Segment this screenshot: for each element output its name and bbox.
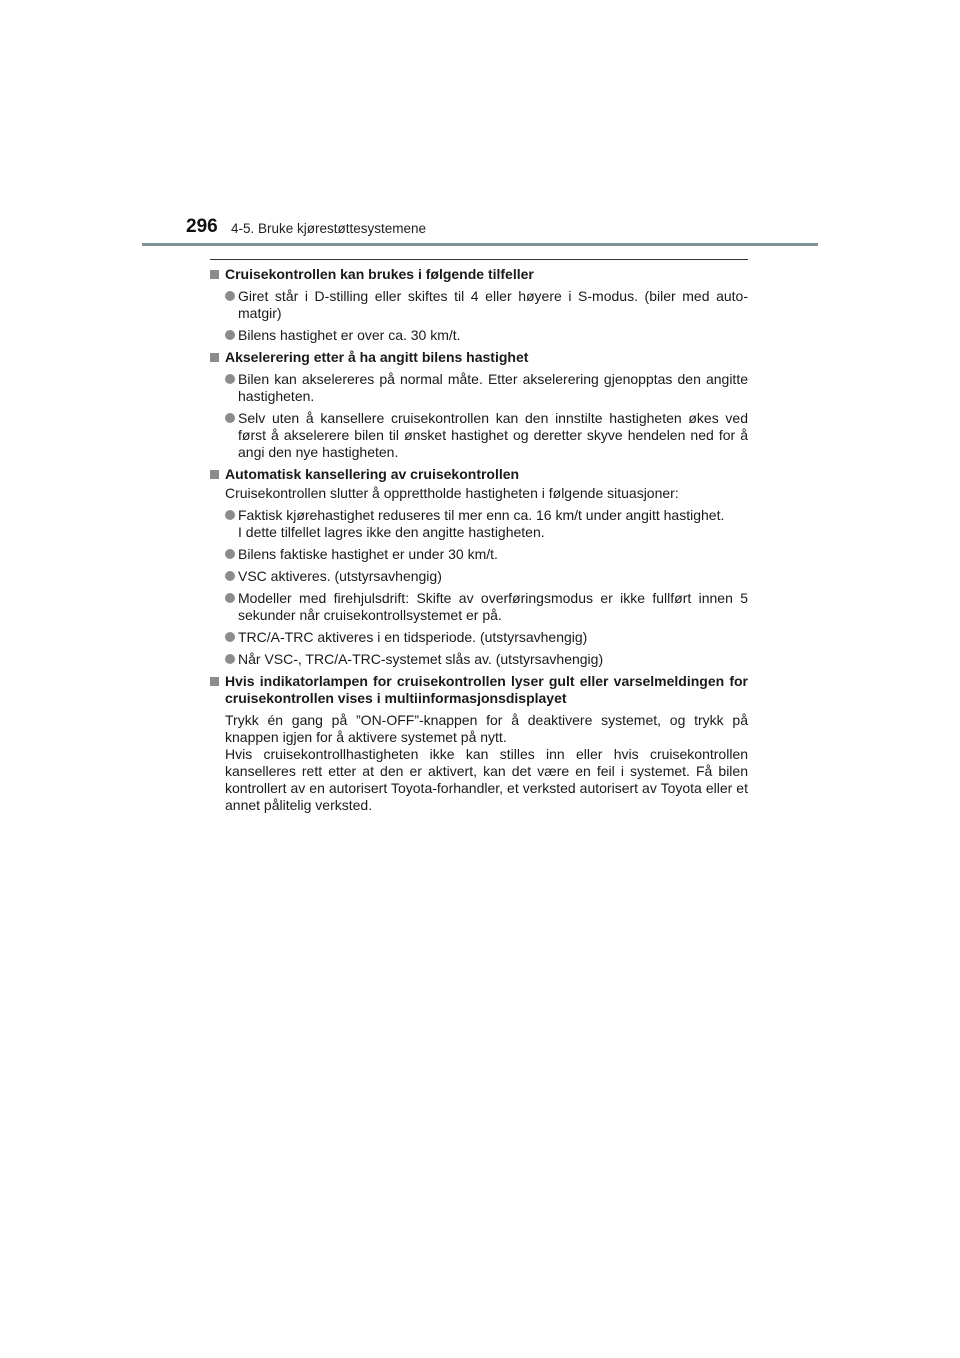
list-item: Giret står i D-stilling eller skiftes til 4 eller høyere i S-modus. (biler med automatgir): [210, 288, 748, 322]
section-rule: [210, 259, 748, 260]
circle-bullet-icon: [225, 593, 235, 603]
square-bullet-icon: [210, 353, 219, 362]
circle-bullet-icon: [225, 330, 235, 340]
section-heading: Automatisk kansellering av cruisekontrollen: [210, 466, 748, 483]
list-item-note: I dette tilfellet lagres ikke den angitte hastigheten.: [238, 524, 545, 540]
square-bullet-icon: [210, 270, 219, 279]
list-item: Bilens faktiske hastighet er under 30 km/t.: [210, 546, 748, 563]
list-item: TRC/A-TRC aktiveres i en tidsperiode. (utstyrsavhengig): [210, 629, 748, 646]
section-intro: Cruisekontrollen slutter å opprettholde hastigheten i følgende situasjoner:: [225, 485, 679, 501]
circle-bullet-icon: [225, 374, 235, 384]
circle-bullet-icon: [225, 654, 235, 664]
header-rule: [142, 243, 818, 246]
chapter-title: 4-5. Bruke kjørestøttesystemene: [231, 221, 427, 236]
page-content: [210, 266, 748, 814]
section-heading: Cruisekontrollen kan brukes i følgende tilfeller: [210, 266, 748, 283]
square-bullet-icon: [210, 677, 219, 686]
section-heading: Hvis indikatorlampen for cruisekontrollen lyser gult eller varselmeldingen for cruisekontrollen vises i multiinformasjonsdisplayet: [210, 673, 748, 707]
list-item: Faktisk kjørehastighet reduseres til mer enn ca. 16 km/t under angitt hastighet. I dette tilfellet lagres ikke den angitte hastigheten.: [210, 507, 748, 541]
circle-bullet-icon: [225, 413, 235, 423]
circle-bullet-icon: [225, 571, 235, 581]
square-bullet-icon: [210, 470, 219, 479]
circle-bullet-icon: [225, 291, 235, 301]
section-heading: Akselerering etter å ha angitt bilens hastighet: [210, 349, 748, 366]
section-paragraph: Trykk én gang på ”ON-OFF”-knappen for å deaktivere systemet, og trykk på knappen igjen for å aktivere systemet på nytt. Hvis cruisekontrollhastigheten ikke kan stilles inn eller hvis cruisekontrollen kanselleres rett etter at den er aktivert, kan det være en feil i systemet. Få bilen kontrollert av en autorisert Toyota-forhandler, et verksted autorisert av Toyota eller et annet pålitelig verksted.: [225, 712, 748, 813]
list-item: Modeller med firehjulsdrift: Skifte av overføringsmodus er ikke fullført innen 5 sekunder når cruisekontrollsystemet er på.: [210, 590, 748, 624]
list-item: Selv uten å kansellere cruisekontrollen kan den innstilte hastigheten økes ved først å akselerere bilen til ønsket hastighet og deretter skyve hendelen ned for å angi den nye hastigheten.: [210, 410, 748, 461]
circle-bullet-icon: [225, 549, 235, 559]
page-number: 296: [186, 216, 218, 237]
list-item: VSC aktiveres. (utstyrsavhengig): [210, 568, 748, 585]
circle-bullet-icon: [225, 632, 235, 642]
list-item: Bilens hastighet er over ca. 30 km/t.: [210, 327, 748, 344]
circle-bullet-icon: [225, 510, 235, 520]
list-item: Når VSC-, TRC/A-TRC-systemet slås av. (utstyrsavhengig): [210, 651, 748, 668]
list-item: Bilen kan akselereres på normal måte. Etter akselerering gjenopptas den angitte hastigheten.: [210, 371, 748, 405]
